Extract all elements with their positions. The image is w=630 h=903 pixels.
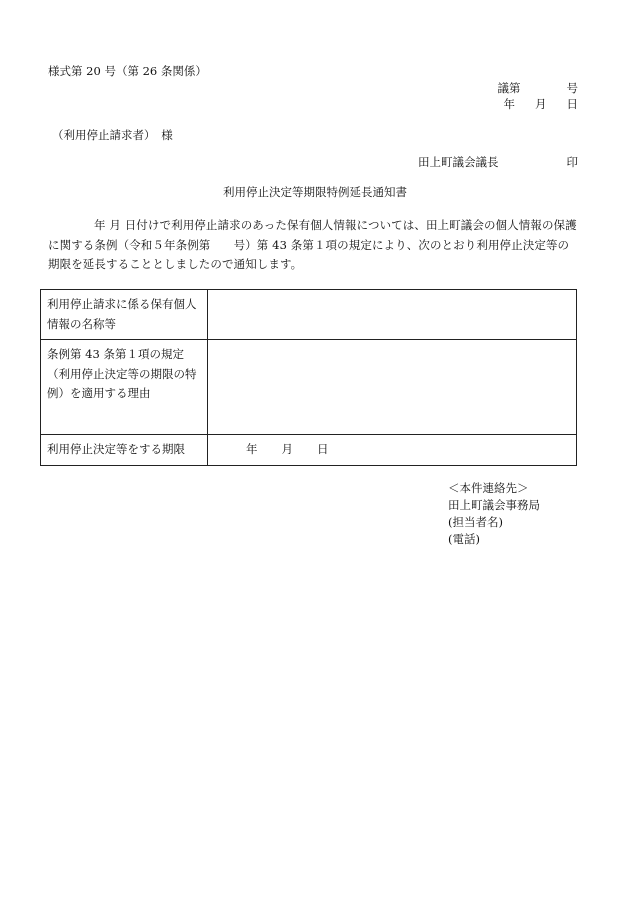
body-text: 年 月 日付けで利用停止請求のあった保有個人情報については、田上町議会の個人情報の保護に関する条例（令和５年条例第 号）第 43 条第１項の規定により、次のとおり利用停止決定等の期限を延長することとしましたので通知します。 (48, 218, 577, 271)
seal-mark: 印 (566, 155, 578, 169)
table-row (41, 435, 577, 466)
doc-number-prefix: 議第 (497, 81, 521, 95)
contact-heading: ＜本件連絡先＞ (448, 481, 529, 495)
contact-phone: (電話) (448, 532, 480, 546)
info-table (40, 289, 577, 466)
deadline-day: 日 (317, 442, 329, 456)
deadline-year: 年 (246, 442, 258, 456)
date-day: 日 (566, 97, 578, 111)
form-label: 様式第 20 号（第 26 条関係） (48, 64, 207, 78)
date-year: 年 (503, 97, 515, 111)
sender-name: 田上町議会議長 (418, 155, 499, 169)
document-date (504, 97, 579, 112)
sender (418, 155, 578, 170)
deadline-month: 月 (281, 442, 293, 456)
row2-value (208, 340, 577, 435)
row3-label: 利用停止決定等をする期限 (41, 435, 208, 466)
table-row (41, 290, 577, 340)
contact-person: (担当者名) (448, 515, 503, 529)
doc-number-suffix: 号 (566, 81, 578, 95)
document-number (498, 81, 579, 96)
row2-label: 条例第 43 条第１項の規定（利用停止決定等の期限の特例）を適用する理由 (41, 340, 208, 435)
contact-office: 田上町議会事務局 (448, 498, 540, 512)
row1-value (208, 290, 577, 340)
table-row (41, 340, 577, 435)
contact-block (448, 480, 540, 548)
row3-value (208, 435, 577, 466)
recipient: （利用停止請求者） 様 (52, 128, 173, 142)
document-title: 利用停止決定等期限特例延長通知書 (223, 185, 407, 199)
date-month: 月 (535, 97, 547, 111)
row1-label: 利用停止請求に係る保有個人情報の名称等 (41, 290, 208, 340)
